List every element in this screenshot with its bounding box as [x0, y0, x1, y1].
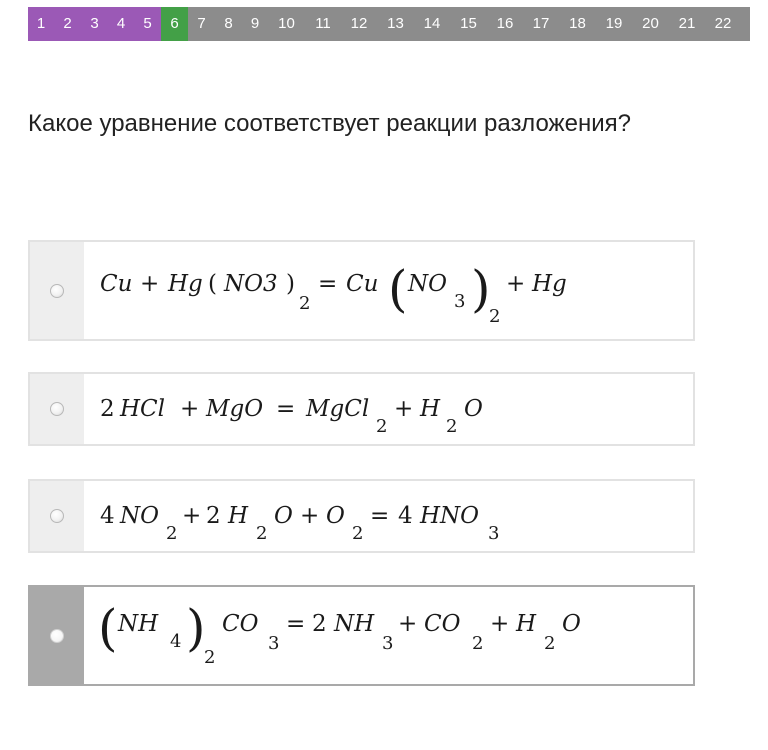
radio-button[interactable]: [50, 402, 64, 416]
question-number-3[interactable]: 3: [81, 7, 108, 41]
formula-operator: +: [180, 396, 200, 422]
formula-paren: (: [98, 599, 118, 657]
formula-term: HNO: [420, 503, 480, 529]
formula-term: Hg: [168, 271, 203, 297]
formula-term: O: [464, 396, 483, 422]
formula-operator: =: [318, 271, 338, 297]
formula-operator: +: [506, 271, 526, 297]
formula-subscript: 2: [446, 416, 458, 437]
formula-term: O: [562, 611, 581, 637]
formula-term: NO3: [224, 271, 278, 297]
formula-term: Cu: [100, 271, 133, 297]
question-number-20[interactable]: 20: [642, 15, 659, 32]
formula-subscript: 2: [256, 523, 268, 544]
formula-subscript: 4: [170, 631, 182, 652]
formula-term: H: [516, 611, 537, 637]
formula-term: Cu: [346, 271, 379, 297]
question-number-2[interactable]: 2: [54, 7, 81, 41]
formula-paren: ): [186, 599, 206, 657]
formula-paren: ): [471, 260, 491, 318]
formula-subscript: 3: [454, 291, 466, 312]
formula-operator: =: [286, 611, 306, 637]
question-number-22[interactable]: 22: [714, 15, 732, 32]
formula-coefficient: 2: [206, 503, 221, 529]
answer-option-2[interactable]: [28, 372, 695, 446]
radio-column: [30, 374, 84, 444]
formula-paren: ): [286, 271, 295, 297]
question-number-19[interactable]: 19: [605, 15, 623, 32]
formula-operator: +: [300, 503, 320, 529]
formula-subscript: 2: [472, 633, 484, 654]
question-number-7[interactable]: 7: [197, 15, 206, 32]
answer-option-4[interactable]: [28, 585, 695, 686]
question-number-18[interactable]: 18: [569, 15, 586, 32]
formula-operator: =: [276, 396, 296, 422]
formula-subscript: 3: [382, 633, 394, 654]
question-navigation: [28, 7, 768, 41]
formula-term: H: [420, 396, 441, 422]
formula-operator: +: [394, 396, 414, 422]
question-number-13[interactable]: 13: [387, 15, 404, 32]
formula-term: MgCl: [306, 396, 370, 422]
formula-term: CO: [222, 611, 259, 637]
question-number-5[interactable]: 5: [134, 7, 161, 41]
formula-operator: +: [398, 611, 418, 637]
question-number-4[interactable]: 4: [108, 7, 134, 41]
question-number-9[interactable]: 9: [250, 15, 260, 32]
formula-option-2: [100, 374, 680, 444]
question-number-14[interactable]: 14: [423, 15, 441, 32]
radio-column: [30, 242, 84, 339]
formula-term: HCl: [120, 396, 166, 422]
formula-term: NH: [334, 611, 375, 637]
formula-subscript: 2: [204, 647, 216, 668]
question-number-23[interactable]: 23: [751, 15, 768, 32]
formula-term: NO: [408, 271, 447, 297]
question-number-8[interactable]: 8: [224, 15, 233, 32]
formula-svg: [100, 481, 680, 555]
formula-subscript: 2: [299, 293, 311, 314]
formula-coefficient: 4: [398, 503, 413, 529]
question-number-1[interactable]: 1: [28, 7, 54, 41]
formula-subscript: 2: [544, 633, 556, 654]
formula-coefficient: 2: [100, 396, 115, 422]
radio-column: [30, 587, 84, 684]
formula-coefficient: 4: [100, 503, 115, 529]
question-number-16[interactable]: 16: [496, 15, 514, 32]
question-number-21[interactable]: 21: [678, 15, 696, 32]
formula-term: NH: [118, 611, 159, 637]
formula-operator: +: [182, 503, 202, 529]
formula-operator: +: [490, 611, 510, 637]
formula-option-4: [100, 587, 680, 684]
formula-term: NO: [120, 503, 159, 529]
formula-term: O: [326, 503, 345, 529]
question-number-10[interactable]: 10: [278, 15, 295, 32]
question-number-17[interactable]: 17: [532, 15, 550, 32]
question-text: Какое уравнение соответствует реакции разложения?: [28, 110, 631, 137]
formula-subscript: 2: [376, 416, 388, 437]
formula-term: CO: [424, 611, 461, 637]
formula-subscript: 3: [268, 633, 280, 654]
question-number-15[interactable]: 15: [460, 15, 477, 32]
question-number-11[interactable]: 11: [315, 15, 331, 32]
formula-option-1: [100, 242, 680, 339]
answer-option-3[interactable]: [28, 479, 695, 553]
formula-subscript: 2: [352, 523, 364, 544]
formula-subscript: 3: [488, 523, 500, 544]
radio-button[interactable]: [50, 509, 64, 523]
answer-option-1[interactable]: [28, 240, 695, 341]
formula-svg: [100, 587, 680, 688]
radio-button[interactable]: [50, 629, 64, 643]
radio-button[interactable]: [50, 284, 64, 298]
formula-operator: =: [370, 503, 390, 529]
question-number-6[interactable]: 6: [161, 7, 188, 41]
question-number-12[interactable]: 12: [350, 15, 368, 32]
formula-term: MgO: [206, 396, 264, 422]
formula-operator: +: [140, 271, 160, 297]
formula-paren: (: [388, 260, 408, 318]
formula-subscript: 2: [489, 306, 501, 327]
formula-term: Hg: [532, 271, 567, 297]
formula-paren: (: [208, 271, 217, 297]
radio-column: [30, 481, 84, 551]
formula-subscript: 2: [166, 523, 178, 544]
formula-option-3: [100, 481, 680, 551]
formula-term: H: [228, 503, 249, 529]
formula-term: O: [274, 503, 293, 529]
formula-svg: [100, 242, 680, 343]
formula-coefficient: 2: [312, 611, 327, 637]
formula-svg: [100, 374, 680, 448]
